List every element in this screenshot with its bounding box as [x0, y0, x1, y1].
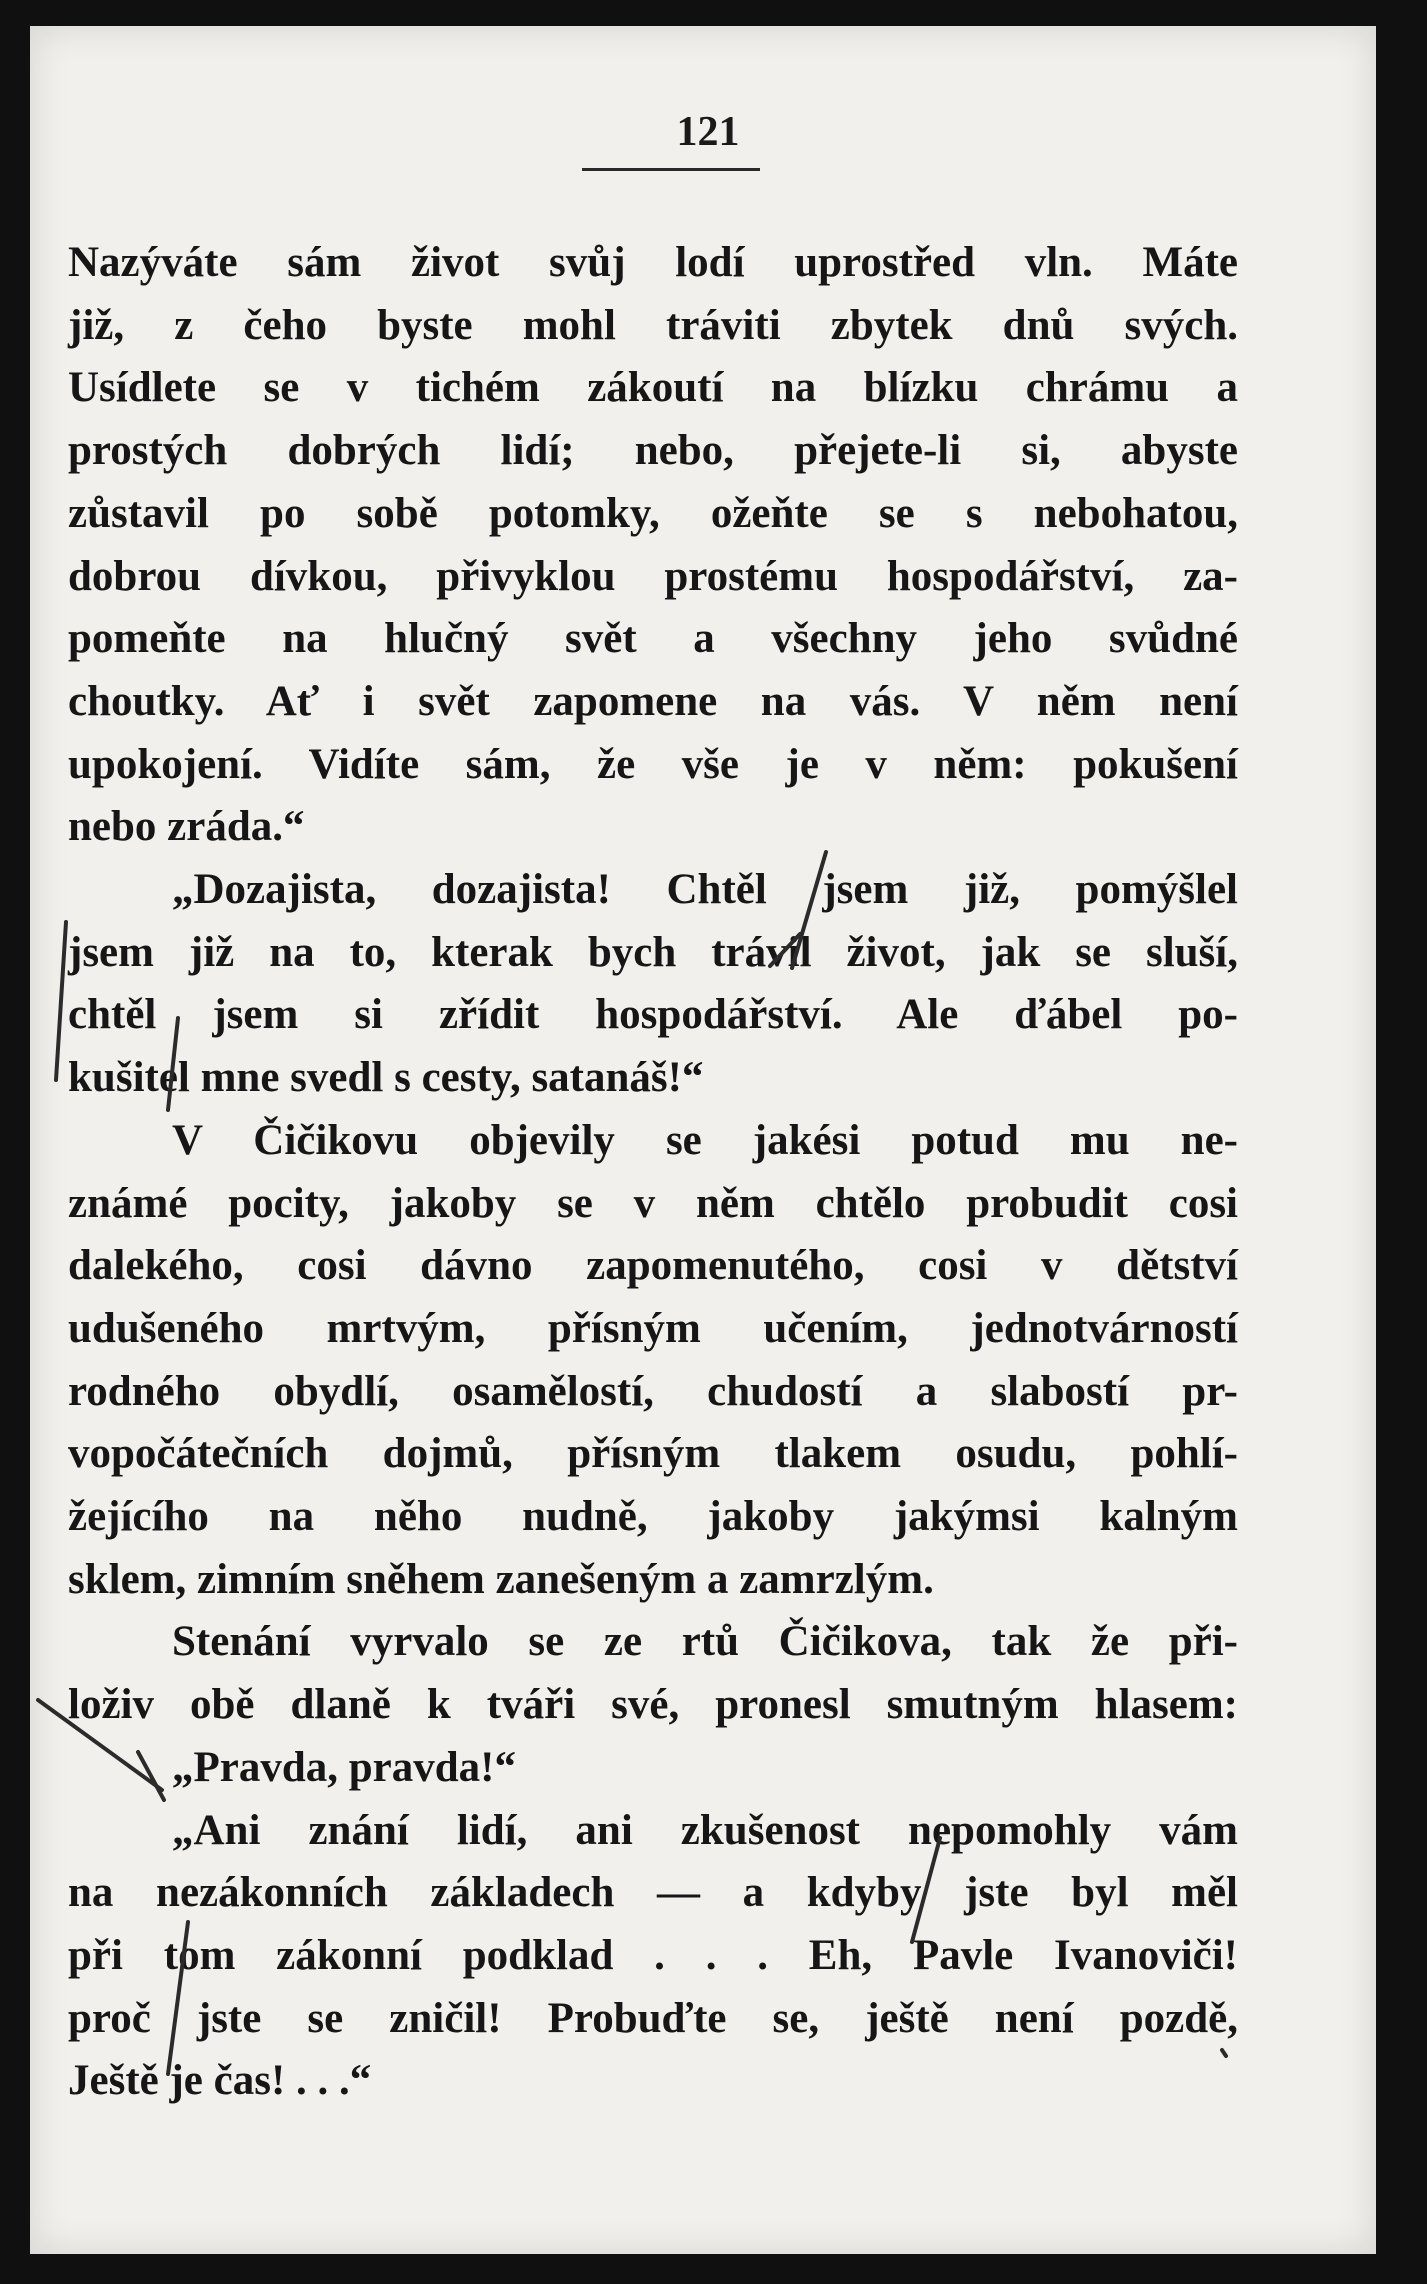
text-line: loživ obě dlaně k tváři své, pronesl smutným hlasem: [68, 1681, 1238, 1729]
text-line: prostých dobrých lidí; nebo, přejete-li si, abyste [68, 427, 1238, 475]
text-line: Usídlete se v tichém zákoutí na blízku chrámu a [68, 364, 1238, 412]
text-line: Stenání vyrvalo se ze rtů Čičikova, tak že při- [172, 1618, 1238, 1666]
text-line: upokojení. Vidíte sám, že vše je v něm: pokušení [68, 740, 1238, 788]
body-text [68, 232, 1238, 2113]
text-line: sklem, zimním sněhem zanešeným a zamrzlým. [68, 1555, 934, 1603]
text-line: Ještě je čas! . . .“ [68, 2057, 372, 2105]
page-number: 121 [676, 109, 740, 155]
text-line: rodného obydlí, osamělostí, chudostí a slabostí pr- [68, 1367, 1238, 1415]
text-line: V Čičikovu objevily se jakési potud mu ne- [172, 1116, 1238, 1164]
text-line: již, z čeho byste mohl tráviti zbytek dnů svých. [68, 301, 1238, 349]
text-line: známé pocity, jakoby se v něm chtělo probudit cosi [68, 1179, 1238, 1227]
text-line: „Ani znání lidí, ani zkušenost nepomohly vám [172, 1806, 1238, 1854]
text-line: jsem již na to, kterak bych trávil život, jak se sluší, [68, 928, 1238, 976]
header-rule [582, 168, 760, 171]
text-line: chtěl jsem si zřídit hospodářství. Ale ďábel po- [68, 991, 1238, 1039]
text-line: kušitel mne svedl s cesty, satanáš!“ [68, 1054, 704, 1102]
text-line: pomeňte na hlučný svět a všechny jeho svůdné [68, 615, 1238, 663]
text-line: vopočátečních dojmů, přísným tlakem osudu, pohlí- [68, 1430, 1238, 1478]
text-line: zůstavil po sobě potomky, ožeňte se s nebohatou, [68, 489, 1238, 537]
text-line: dalekého, cosi dávno zapomenutého, cosi v dětství [68, 1242, 1238, 1290]
text-line: žejícího na něho nudně, jakoby jakýmsi kalným [68, 1493, 1238, 1541]
text-line: dobrou dívkou, přivyklou prostému hospodářství, za- [68, 552, 1238, 600]
text-line: Nazýváte sám život svůj lodí uprostřed vln. Máte [68, 239, 1238, 286]
text-line: proč jste se zničil! Probuďte se, ještě není pozdě, [68, 1994, 1238, 2042]
text-line: nebo zráda.“ [68, 803, 305, 851]
text-line: „Pravda, pravda!“ [172, 1743, 516, 1791]
text-line: „Dozajista, dozajista! Chtěl jsem již, pomýšlel [172, 866, 1238, 914]
book-page [30, 26, 1376, 2254]
text-line: choutky. Ať i svět zapomene na vás. V něm není [68, 677, 1238, 725]
text-line: při tom zákonní podklad . . . Eh, Pavle Ivanoviči! [68, 1931, 1238, 1979]
text-line: udušeného mrtvým, přísným učením, jednotvárností [68, 1304, 1238, 1352]
text-line: na nezákonních základech — a kdyby jste byl měl [68, 1869, 1238, 1917]
